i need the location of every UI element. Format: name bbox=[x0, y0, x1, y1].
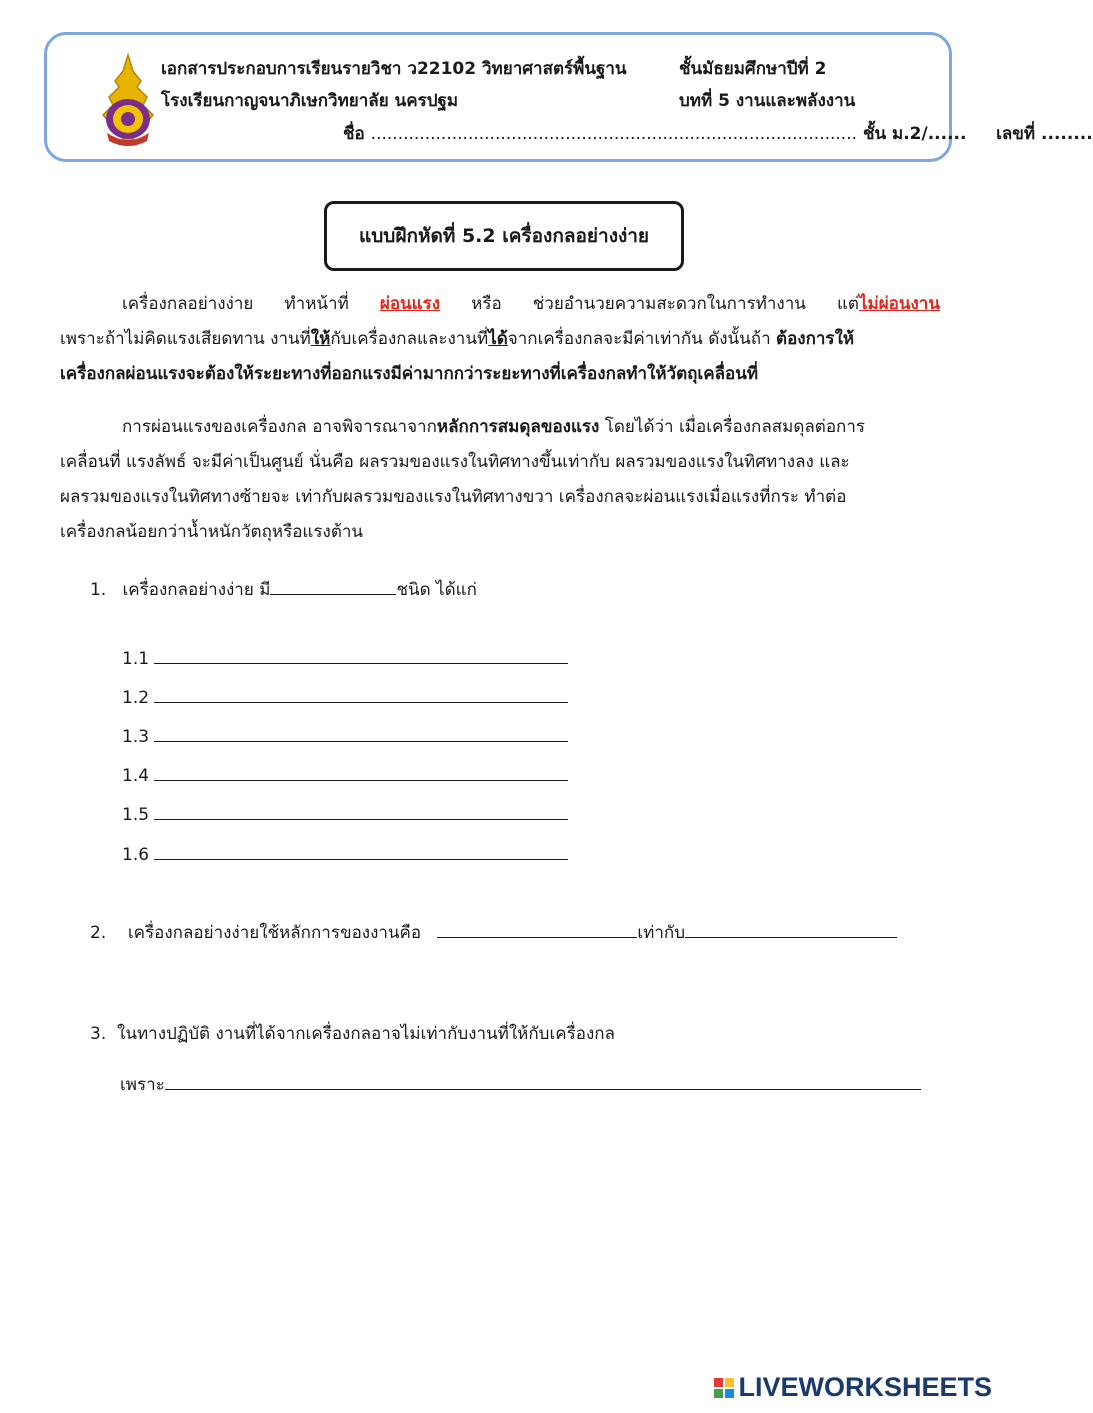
brand-square bbox=[714, 1389, 723, 1398]
text-span: โดยได้ว่า เมื่อเครื่องกลสมดุลต่อการ bbox=[604, 417, 866, 437]
document-header bbox=[44, 32, 1093, 162]
text-span: จากเครื่องกลจะมีค่าเท่ากัน ดังนั้นถ้า bbox=[507, 329, 771, 349]
para1-line3: เครื่องกลผ่อนแรงจะต้องให้ระยะทางที่ออกแรงมีค่ามากกว่าระยะทางที่เครื่องกลทำให้วัตถุเคลื่อนที่ bbox=[60, 364, 759, 384]
highlight-no-work-reduction: ไม่ผ่อนงาน bbox=[858, 294, 940, 314]
item-number: 1.3 bbox=[122, 727, 150, 747]
emphasis-give: ให้ bbox=[310, 329, 331, 349]
emphasis-get: ได้ bbox=[488, 329, 508, 349]
item-number: 1.4 bbox=[122, 766, 150, 786]
answer-blank[interactable] bbox=[154, 645, 568, 664]
grade-level: ชั้นมัธยมศึกษาปีที่ 2 bbox=[679, 59, 827, 79]
question-text: ชนิด ได้แก่ bbox=[396, 580, 477, 600]
student-info-line bbox=[343, 120, 1093, 147]
school-name: โรงเรียนกาญจนาภิเษกวิทยาลัย นครปฐม bbox=[161, 91, 459, 111]
text-span: เพราะถ้าไม่คิดแรงเสียดทาน งานที่ bbox=[60, 329, 311, 349]
chapter-label: บทที่ 5 งานและพลังงาน bbox=[679, 91, 856, 111]
intro-paragraph bbox=[60, 287, 940, 392]
number-field[interactable]: เลขที่ ........ bbox=[996, 124, 1093, 144]
class-field[interactable]: ชั้น ม.2/...... bbox=[862, 124, 967, 144]
answer-line-1-6 bbox=[122, 841, 568, 865]
emphasis-text: หลักการสมดุลของแรง bbox=[436, 417, 600, 437]
text-span: การผ่อนแรงของเครื่องกล อาจพิจารณาจาก bbox=[122, 417, 437, 437]
work-output-blank[interactable] bbox=[685, 919, 897, 938]
question-text: ในทางปฏิบัติ งานที่ได้จากเครื่องกลอาจไม่เท่ากับงานที่ให้กับเครื่องกล bbox=[117, 1024, 615, 1044]
text-span: แต่ bbox=[836, 294, 859, 314]
answer-blank[interactable] bbox=[154, 684, 568, 703]
emphasis-text: ต้องการให้ bbox=[776, 329, 855, 349]
para2-line1 bbox=[60, 410, 940, 445]
brand-squares-icon bbox=[714, 1378, 734, 1398]
question-number: 2. bbox=[90, 923, 107, 943]
answer-blank[interactable] bbox=[154, 841, 568, 860]
answer-line-1-3 bbox=[122, 723, 568, 747]
answer-line-1-5 bbox=[122, 801, 568, 825]
answer-blank[interactable] bbox=[154, 723, 568, 742]
reason-blank[interactable] bbox=[165, 1071, 921, 1090]
question-3-answer bbox=[120, 1071, 921, 1098]
item-number: 1.5 bbox=[122, 805, 150, 825]
text-span: เครื่องกลอย่างง่าย bbox=[122, 294, 254, 314]
brand-text: LIVEWORKSHEETS bbox=[738, 1372, 992, 1402]
liveworksheets-logo bbox=[714, 1372, 992, 1403]
exercise-title: แบบฝึกหัดที่ 5.2 เครื่องกลอย่างง่าย bbox=[324, 201, 684, 271]
text-span: หรือ bbox=[471, 294, 502, 314]
name-label: ชื่อ bbox=[343, 124, 365, 144]
school-crest-icon bbox=[97, 53, 159, 149]
subject-line: เอกสารประกอบการเรียนรายวิชา ว22102 วิทยาศาสตร์พื้นฐาน bbox=[161, 59, 627, 79]
para2-line4: เครื่องกลน้อยกว่าน้ำหนักวัตถุหรือแรงต้าน bbox=[60, 522, 364, 542]
item-number: 1.2 bbox=[122, 688, 150, 708]
item-number: 1.6 bbox=[122, 845, 150, 865]
question-text: เครื่องกลอย่างง่ายใช้หลักการของงานคือ bbox=[127, 923, 422, 943]
para1-line1 bbox=[60, 287, 940, 322]
question-text: เท่ากับ bbox=[637, 923, 686, 943]
question-1 bbox=[90, 576, 477, 603]
brand-square bbox=[714, 1378, 723, 1387]
answer-blank[interactable] bbox=[154, 762, 568, 781]
para2-line2: เคลื่อนที่ แรงลัพธ์ จะมีค่าเป็นศูนย์ นั่นคือ ผลรวมของแรงในทิศทางขึ้นเท่ากับ ผลรวมของแรงในทิศทางลง และ bbox=[60, 452, 850, 472]
question-text: เครื่องกลอย่างง่าย มี bbox=[122, 580, 271, 600]
para2-line3: ผลรวมของแรงในทิศทางซ้ายจะ เท่ากับผลรวมของแรงในทิศทางขวา เครื่องกลจะผ่อนแรงเมื่อแรงที่กระ ทำต่อ bbox=[60, 487, 847, 507]
answer-blank[interactable] bbox=[154, 801, 568, 820]
question-number: 3. bbox=[90, 1024, 107, 1044]
answer-line-1-2 bbox=[122, 684, 568, 708]
text-span: ทำหน้าที่ bbox=[284, 294, 349, 314]
item-number: 1.1 bbox=[122, 649, 150, 669]
question-number: 1. bbox=[90, 580, 107, 600]
brand-square bbox=[725, 1389, 734, 1398]
question-2 bbox=[90, 919, 897, 946]
balance-paragraph bbox=[60, 410, 940, 550]
answer-line-1-4 bbox=[122, 762, 568, 786]
machine-count-blank[interactable] bbox=[270, 576, 396, 595]
question-3 bbox=[90, 1020, 615, 1047]
because-label: เพราะ bbox=[120, 1075, 165, 1095]
highlight-relieve-force: ผ่อนแรง bbox=[379, 294, 441, 314]
name-field[interactable]: .......................................................................................... bbox=[370, 124, 858, 144]
para1-line2 bbox=[60, 322, 940, 357]
text-span: กับเครื่องกลและงานที่ bbox=[330, 329, 489, 349]
answer-line-1-1 bbox=[122, 645, 568, 669]
text-span bbox=[837, 287, 940, 322]
work-input-blank[interactable] bbox=[437, 919, 637, 938]
text-span: ช่วยอำนวยความสะดวกในการทำงาน bbox=[532, 294, 806, 314]
brand-square bbox=[725, 1378, 734, 1387]
